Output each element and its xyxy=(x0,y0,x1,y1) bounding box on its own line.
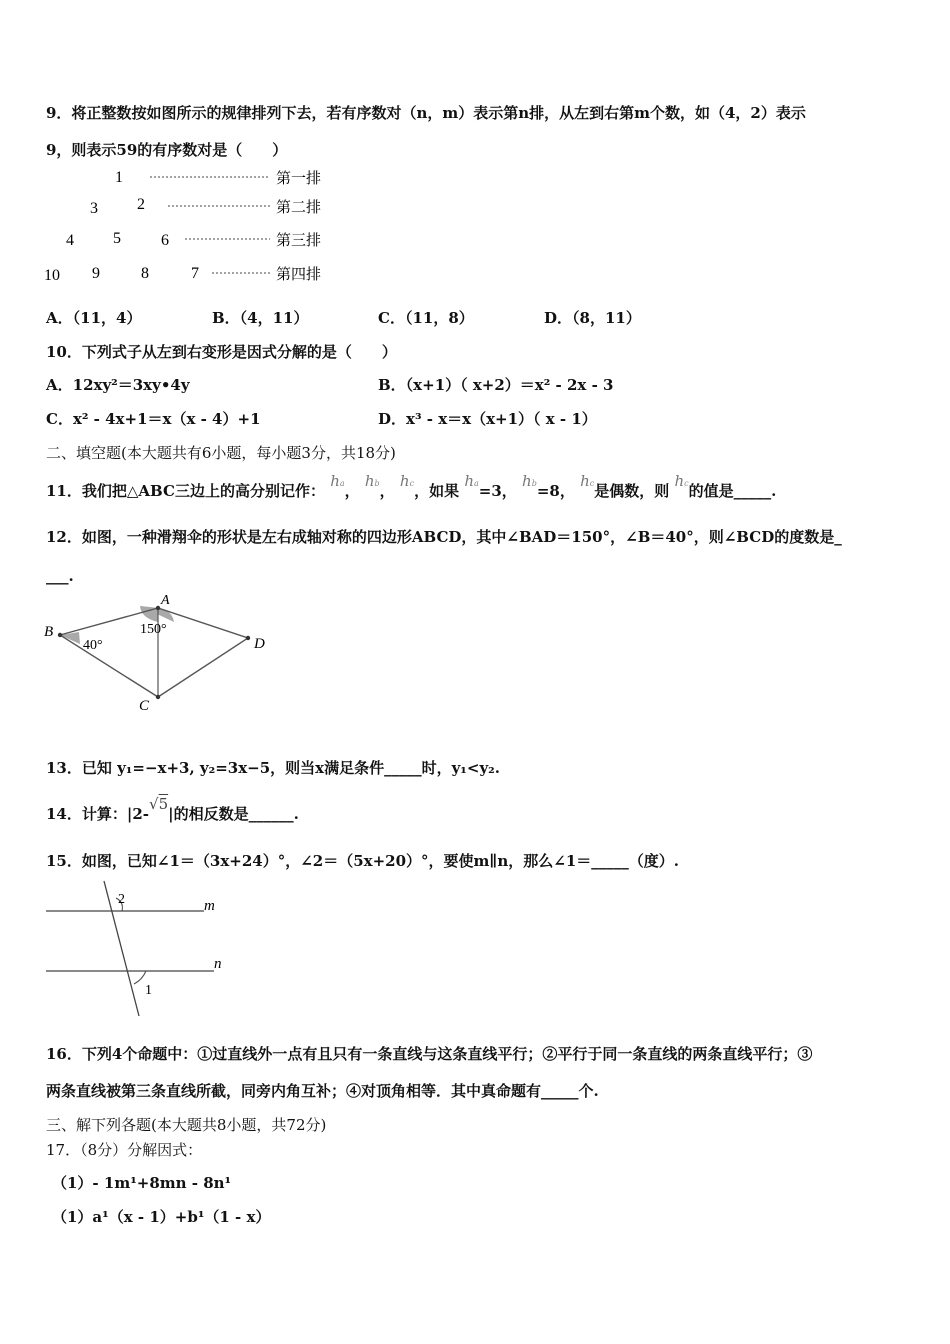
q17-part1: （1）- 1m¹+8mn - 8n¹ xyxy=(52,1174,232,1192)
label-m: m xyxy=(204,898,215,914)
q15-figure xyxy=(44,876,244,1021)
parallel-lines-figure xyxy=(44,876,244,1021)
angle-b-label: 40° xyxy=(83,638,103,653)
h-c-symbol: hc xyxy=(580,472,595,490)
label-n: n xyxy=(214,956,222,972)
q17-part2: （1）a¹（x - 1）+b¹（1 - x） xyxy=(52,1208,271,1226)
q17-stem: 17．（8分）分解因式： xyxy=(46,1141,203,1159)
q9-option-d: D．（8，11） xyxy=(544,309,641,327)
q14: 14．计算：|2-√5|的相反数是______. xyxy=(46,795,299,823)
fig-num: 10 xyxy=(44,267,60,284)
row-label: 第二排 xyxy=(276,200,322,216)
section-2-heading: 二、填空题(本大题共有6小题，每小题3分，共18分) xyxy=(46,444,396,462)
q12-line2: ___. xyxy=(46,567,74,585)
h-b-symbol: hb xyxy=(522,472,537,490)
number-triangle-figure xyxy=(40,165,340,290)
label-a: A xyxy=(161,593,170,608)
row-label: 第一排 xyxy=(276,171,322,187)
fig-num: 9 xyxy=(92,265,100,282)
q11-text: 11．我们把△ABC三边上的高分别记作： xyxy=(46,482,325,500)
q13: 13．已知 y₁=−x+3, y₂=3x−5，则当x满足条件_____时，y₁<y₂. xyxy=(46,759,500,777)
vertex-b xyxy=(58,633,62,637)
vertex-c xyxy=(156,695,160,699)
section-3-heading: 三、解下列各题(本大题共8小题，共72分) xyxy=(46,1116,327,1134)
q16-line1: 16．下列4个命题中：①过直线外一点有且只有一条直线与这条直线平行；②平行于同一条直线的两条直线平行；③ xyxy=(46,1045,813,1063)
q9-option-c: C．（11，8） xyxy=(378,309,474,327)
sqrt-radical: √5 xyxy=(149,795,169,813)
vertex-a xyxy=(156,606,160,610)
fig-num: 1 xyxy=(115,169,123,186)
q12-figure xyxy=(40,592,280,722)
q9-line2: 9，则表示59的有序数对是（ ） xyxy=(46,141,288,159)
fig-num: 7 xyxy=(191,265,199,282)
fig-num: 2 xyxy=(137,196,145,213)
q9-line1: 9．将正整数按如图所示的规律排列下去，若有序数对（n，m）表示第n排，从左到右第m个数，如（4，2）表示 xyxy=(46,104,806,122)
vertex-d xyxy=(246,636,250,640)
label-b: B xyxy=(44,624,54,640)
label-angle-1: 1 xyxy=(145,983,152,998)
h-a-symbol: ha xyxy=(464,472,479,490)
q12-line1: 12．如图，一种滑翔伞的形状是左右成轴对称的四边形ABCD，其中∠BAD＝150°，∠B＝40°，则∠BCD的度数是_ xyxy=(46,528,842,546)
label-d: D xyxy=(254,636,265,652)
q9-option-b: B．（4，11） xyxy=(212,309,309,327)
fig-num: 5 xyxy=(113,230,121,247)
q10-option-a: A．12xy²＝3xy•4y xyxy=(46,376,190,394)
h-c-symbol: hc xyxy=(674,472,689,490)
label-angle-2: 2 xyxy=(118,892,125,907)
h-a-symbol: ha xyxy=(330,472,345,490)
q10-option-c: C．x² - 4x+1＝x（x - 4）+1 xyxy=(46,410,261,428)
q11: 11．我们把△ABC三边上的高分别记作： ha， hb， hc，如果 ha=3， hb=8， hc是偶数，则 hc的值是_____. xyxy=(46,472,777,500)
q16-line2: 两条直线被第三条直线所截，同旁内角互补；④对顶角相等．其中真命题有_____个. xyxy=(46,1082,599,1100)
fig-num: 4 xyxy=(66,232,74,249)
h-c-symbol: hc xyxy=(399,472,415,490)
label-c: C xyxy=(139,698,150,714)
q10-option-b: B．（x+1）（ x+2）＝x² - 2x - 3 xyxy=(378,376,614,394)
fig-num: 8 xyxy=(141,265,149,282)
angle-a-label: 150° xyxy=(140,622,167,637)
row-label: 第三排 xyxy=(276,233,322,249)
h-b-symbol: hb xyxy=(364,472,380,490)
q9-option-a: A．（11，4） xyxy=(46,309,142,327)
q10-stem: 10．下列式子从左到右变形是因式分解的是（ ） xyxy=(46,343,397,361)
q9-figure xyxy=(40,165,340,290)
fig-num: 6 xyxy=(161,232,169,249)
fig-num: 3 xyxy=(90,200,98,217)
q15-text: 15．如图，已知∠1＝（3x+24）°，∠2＝（5x+20）°，要使m∥n，那么∠1＝_____（度）. xyxy=(46,852,679,870)
row-label: 第四排 xyxy=(276,267,322,283)
q10-option-d: D．x³ - x＝x（x+1）（ x - 1） xyxy=(378,410,597,428)
kite-figure xyxy=(40,592,280,722)
